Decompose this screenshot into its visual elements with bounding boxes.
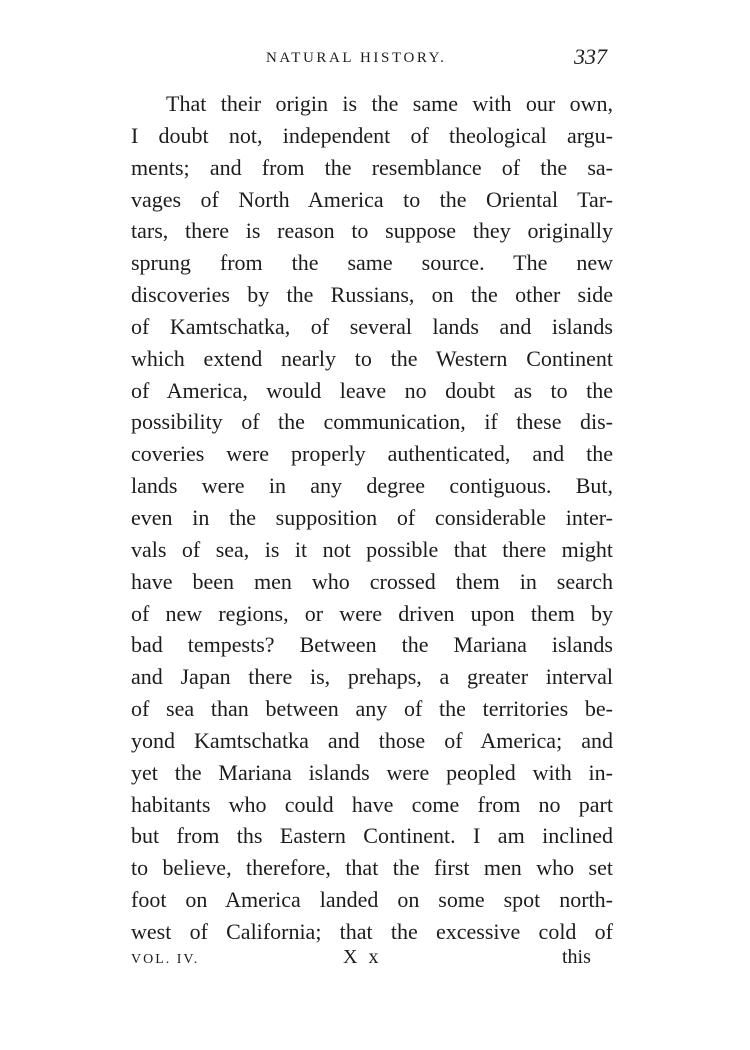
text-line: to believe, therefore, that the first men who set bbox=[131, 855, 613, 881]
text-line: of America, would leave no doubt as to the bbox=[131, 377, 613, 403]
text-line: vals of sea, is it not possible that there might bbox=[131, 536, 613, 562]
text-line: of Kamtschatka, of several lands and islands bbox=[131, 313, 613, 339]
text-line: even in the supposition of considerable inter- bbox=[131, 504, 613, 530]
text-line: but from ths Eastern Continent. I am inclined bbox=[131, 823, 613, 849]
text-line: west of California; that the excessive cold of bbox=[131, 918, 613, 944]
text-line: I doubt not, independent of theological argu- bbox=[131, 122, 613, 148]
running-head: NATURAL HISTORY. bbox=[266, 50, 447, 66]
text-line: coveries were properly authenticated, and the bbox=[131, 441, 613, 467]
text-line: have been men who crossed them in search bbox=[131, 568, 613, 594]
text-line: yet the Mariana islands were peopled with in- bbox=[131, 759, 613, 785]
text-line: of sea than between any of the territories be- bbox=[131, 696, 613, 722]
text-line: discoveries by the Russians, on the other side bbox=[131, 282, 613, 308]
text-line: sprung from the same source. The new bbox=[131, 250, 613, 276]
gathering-mark: X x bbox=[343, 946, 382, 968]
text-line: and Japan there is, prehaps, a greater interval bbox=[131, 664, 613, 690]
text-line: yond Kamtschatka and those of America; and bbox=[131, 727, 613, 753]
text-line: ments; and from the resemblance of the sa- bbox=[131, 154, 613, 180]
text-line: That their origin is the same with our own, bbox=[166, 91, 613, 116]
text-line: habitants who could have come from no part bbox=[131, 791, 613, 817]
text-line: lands were in any degree contiguous. But, bbox=[131, 473, 613, 499]
text-line: tars, there is reason to suppose they originally bbox=[131, 218, 613, 244]
text-line: possibility of the communication, if these dis- bbox=[131, 409, 613, 435]
page-number: 337 bbox=[574, 44, 607, 69]
text-line: vages of North America to the Oriental Tar- bbox=[131, 186, 613, 212]
text-line: of new regions, or were driven upon them by bbox=[131, 600, 613, 626]
signature-mark: VOL. IV. bbox=[131, 952, 200, 967]
text-line: bad tempests? Between the Mariana islands bbox=[131, 632, 613, 658]
text-line: which extend nearly to the Western Continent bbox=[131, 345, 613, 371]
body-text bbox=[131, 88, 613, 948]
catchword: this bbox=[562, 946, 591, 968]
text-line: foot on America landed on some spot north- bbox=[131, 887, 613, 913]
